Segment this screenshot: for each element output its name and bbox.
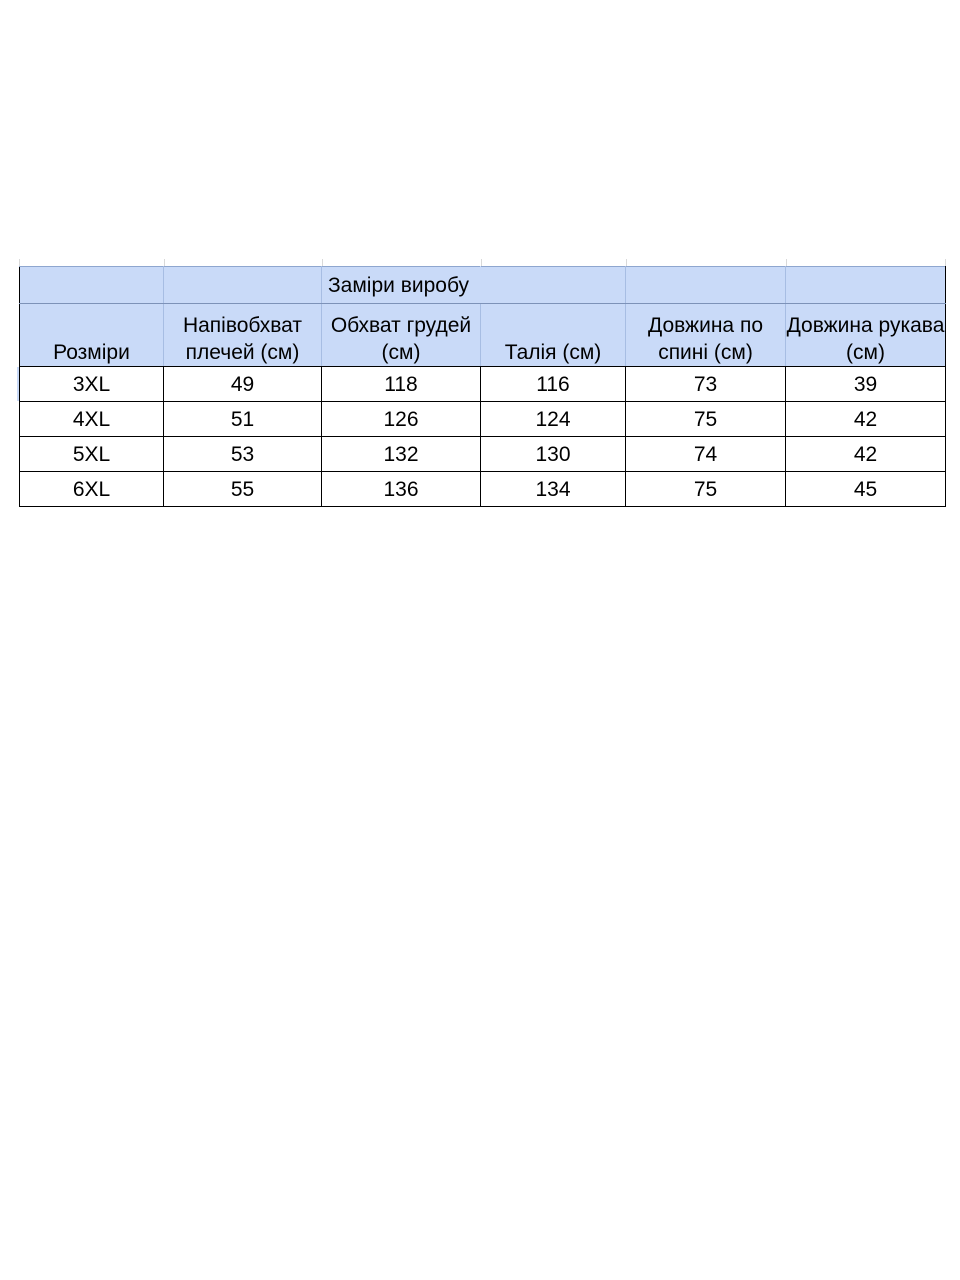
waist-cell: 124 [481, 402, 626, 437]
size-chart-sheet [19, 266, 945, 507]
back-length-cell: 75 [626, 402, 786, 437]
measurements-group-title: Заміри виробу [322, 267, 481, 304]
sheet-grid-residue [19, 259, 946, 266]
chest-cell: 118 [322, 367, 481, 402]
chest-cell: 126 [322, 402, 481, 437]
table-row [20, 402, 946, 437]
header-shoulder-half-girth: Напівобхват плечей (см) [164, 304, 322, 367]
group-header-empty-cell [786, 267, 946, 304]
sleeve-length-cell: 42 [786, 402, 946, 437]
header-sleeve-length: Довжина рукава (см) [786, 304, 946, 367]
size-cell: 6XL [20, 472, 164, 507]
waist-cell: 130 [481, 437, 626, 472]
waist-cell: 134 [481, 472, 626, 507]
table-row [20, 437, 946, 472]
table-row [20, 472, 946, 507]
shoulder-cell: 49 [164, 367, 322, 402]
chest-cell: 136 [322, 472, 481, 507]
column-header-row [20, 304, 946, 367]
size-chart-table [19, 266, 946, 507]
shoulder-cell: 51 [164, 402, 322, 437]
header-back-length: Довжина по спині (см) [626, 304, 786, 367]
sleeve-length-cell: 45 [786, 472, 946, 507]
shoulder-cell: 53 [164, 437, 322, 472]
group-header-empty-cell [164, 267, 322, 304]
sleeve-length-cell: 42 [786, 437, 946, 472]
group-header-empty-cell [626, 267, 786, 304]
group-header-empty-cell [20, 267, 164, 304]
waist-cell: 116 [481, 367, 626, 402]
shoulder-cell: 55 [164, 472, 322, 507]
back-length-cell: 75 [626, 472, 786, 507]
size-cell: 3XL [20, 367, 164, 402]
table-row [20, 367, 946, 402]
header-sizes: Розміри [20, 304, 164, 367]
group-header-row [20, 267, 946, 304]
header-waist: Талія (см) [481, 304, 626, 367]
header-chest-girth: Обхват грудей (см) [322, 304, 481, 367]
back-length-cell: 74 [626, 437, 786, 472]
chest-cell: 132 [322, 437, 481, 472]
size-cell: 4XL [20, 402, 164, 437]
group-header-empty-cell [481, 267, 626, 304]
back-length-cell: 73 [626, 367, 786, 402]
sleeve-length-cell: 39 [786, 367, 946, 402]
size-cell: 5XL [20, 437, 164, 472]
